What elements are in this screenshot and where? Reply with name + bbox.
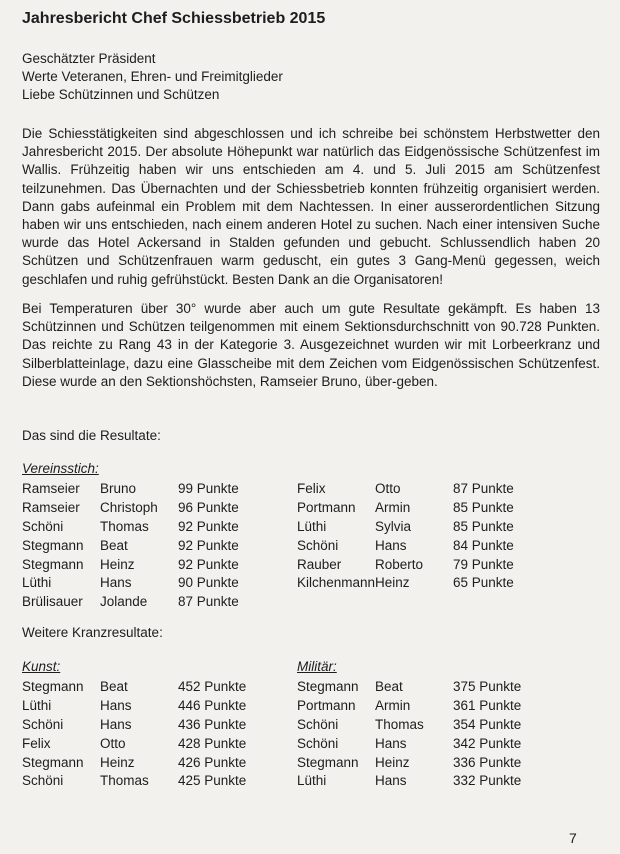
firstname-cell: Bruno	[100, 481, 137, 496]
score-cell: 87 Punkte	[178, 594, 239, 610]
score-cell: 92 Punkte	[178, 556, 239, 572]
firstname-cell: Heinz	[375, 575, 410, 591]
score-cell: 99 Punkte	[178, 481, 239, 496]
score-cell: 361 Punkte	[453, 697, 522, 713]
firstname-cell: Hans	[375, 773, 407, 789]
surname-cell: Stegmann	[22, 537, 84, 553]
firstname-cell: Hans	[375, 537, 407, 553]
surname-cell: Ramseier	[22, 499, 80, 515]
score-cell: 85 Punkte	[453, 499, 514, 515]
greeting-line: Liebe Schützinnen und Schützen	[22, 87, 220, 102]
firstname-cell: Armin	[375, 499, 411, 515]
surname-cell: Schöni	[297, 735, 339, 751]
vereinsstich-label: Vereinsstich:	[22, 461, 99, 476]
surname-cell: Schöni	[22, 716, 64, 732]
surname-cell: Schöni	[22, 773, 64, 789]
firstname-cell: Thomas	[100, 518, 149, 534]
greeting-line: Werte Veteranen, Ehren- und Freimitglieder	[22, 69, 283, 84]
score-cell: 342 Punkte	[453, 735, 522, 751]
surname-cell: Lüthi	[22, 575, 52, 591]
surname-cell: Schöni	[22, 518, 64, 534]
surname-cell: Schöni	[297, 716, 339, 732]
score-cell: 426 Punkte	[178, 754, 247, 770]
score-cell: 96 Punkte	[178, 499, 239, 515]
surname-cell: Felix	[22, 735, 51, 751]
surname-cell: Lüthi	[22, 697, 52, 713]
surname-cell: Portmann	[297, 697, 356, 713]
surname-cell: Rauber	[297, 556, 342, 572]
firstname-cell: Hans	[100, 575, 132, 591]
surname-cell: Stegmann	[22, 754, 84, 770]
score-cell: 92 Punkte	[178, 537, 239, 553]
surname-cell: Felix	[297, 481, 326, 496]
firstname-cell: Heinz	[100, 556, 135, 572]
surname-cell: Ramseier	[22, 481, 80, 496]
score-cell: 84 Punkte	[453, 537, 514, 553]
firstname-cell: Hans	[100, 716, 132, 732]
kunst-label: Kunst:	[22, 659, 61, 674]
report-paragraph: Bei Temperaturen über 30° wurde aber auch um gute Resultate gekämpft. Es haben 13 Schützinnen und Schützen teilgenommen mit einem Sektionsdurchschnitt von 90.728 Punkten. Das reichte zu Rang 43 in der Kategorie 3. Ausgezeichnet wurden wir mit Lorbeerkranz und Silberblatteinlage, dazu eine Glasscheibe mit dem Zeichen vom Eidgenössischen Schützenfest. Diese wurde an den Sektionshöchsten, Ramseier Bruno, über-geben.	[22, 301, 600, 389]
greeting-block	[22, 50, 283, 104]
firstname-cell: Heinz	[100, 754, 135, 770]
surname-cell: Stegmann	[22, 556, 84, 572]
firstname-cell: Beat	[100, 537, 128, 553]
score-cell: 90 Punkte	[178, 575, 239, 591]
score-cell: 425 Punkte	[178, 773, 247, 789]
score-cell: 375 Punkte	[453, 679, 522, 694]
results-intro: Das sind die Resultate:	[22, 428, 161, 443]
firstname-cell: Otto	[100, 735, 126, 751]
score-cell: 354 Punkte	[453, 716, 522, 732]
score-cell: 85 Punkte	[453, 518, 514, 534]
firstname-cell: Beat	[375, 679, 403, 694]
firstname-cell: Sylvia	[375, 518, 412, 534]
page-number: 7	[569, 830, 577, 846]
score-cell: 428 Punkte	[178, 735, 247, 751]
firstname-cell: Hans	[375, 735, 407, 751]
score-cell: 452 Punkte	[178, 679, 247, 694]
score-cell: 65 Punkte	[453, 575, 514, 591]
score-cell: 332 Punkte	[453, 773, 522, 789]
firstname-cell: Christoph	[100, 499, 158, 515]
score-cell: 92 Punkte	[178, 518, 239, 534]
score-cell: 336 Punkte	[453, 754, 522, 770]
firstname-cell: Otto	[375, 481, 401, 496]
surname-cell: Stegmann	[297, 679, 359, 694]
surname-cell: Kilchenmann	[297, 575, 376, 591]
score-cell: 436 Punkte	[178, 716, 247, 732]
surname-cell: Brülisauer	[22, 594, 83, 610]
surname-cell: Stegmann	[22, 679, 84, 694]
score-cell: 79 Punkte	[453, 556, 514, 572]
surname-cell: Lüthi	[297, 518, 327, 534]
firstname-cell: Beat	[100, 679, 128, 694]
firstname-cell: Jolande	[100, 594, 148, 610]
surname-cell: Lüthi	[297, 773, 327, 789]
firstname-cell: Heinz	[375, 754, 410, 770]
firstname-cell: Thomas	[100, 773, 149, 789]
page-title: Jahresbericht Chef Schiessbetrieb 2015	[22, 10, 326, 27]
surname-cell: Schöni	[297, 537, 339, 553]
report-paragraph: Die Schiesstätigkeiten sind abgeschlossen und ich schreibe bei schönstem Herbstwetter den Jahresbericht 2015. Der absolute Höhepunkt war natürlich das Eidgenössische Schützenfest im Wallis. Frühzeitig haben wir uns entschieden am 4. und 5. Juli 2015 am Schützenfest teilzunehmen. Das Übernachten und der Schiessbetrieb konnten frühzeitig organisiert werden. Dann gabs aufeinmal ein Problem mit dem Nachtessen. In einer ausserordentlichen Sitzung haben wir uns entschieden, nach einem anderen Hotel zu suchen. Nach einer intensiven Suche wurde das Hotel Ackersand in Stalden gefunden und gebucht. Schlussendlich haben 20 Schützen und Schützenfrauen warm geduscht, ein gutes 3 Gang-Menü gegessen, weich geschlafen und ruhig gefrühstückt. Besten Dank an die Organisatoren!	[22, 126, 600, 287]
firstname-cell: Hans	[100, 697, 132, 713]
greeting-line: Geschätzter Präsident	[22, 51, 156, 66]
militaer-label: Militär:	[297, 659, 337, 674]
surname-cell: Portmann	[297, 499, 356, 515]
score-cell: 446 Punkte	[178, 697, 247, 713]
surname-cell: Stegmann	[297, 754, 359, 770]
firstname-cell: Armin	[375, 697, 411, 713]
firstname-cell: Roberto	[375, 556, 424, 572]
firstname-cell: Thomas	[375, 716, 424, 732]
score-cell: 87 Punkte	[453, 481, 514, 496]
further-results-intro: Weitere Kranzresultate:	[22, 625, 163, 640]
